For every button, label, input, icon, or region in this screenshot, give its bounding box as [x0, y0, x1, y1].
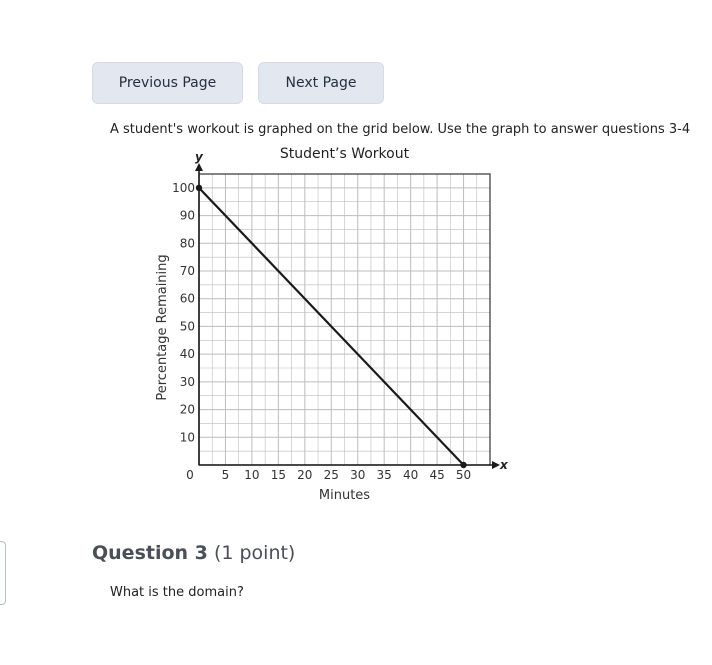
y-tick-label: 60 [179, 291, 195, 306]
x-tick-label: 20 [297, 468, 313, 482]
x-tick-label: 35 [376, 468, 392, 482]
workout-chart [150, 140, 510, 510]
x-tick-label: 5 [221, 468, 230, 482]
y-tick-label: 80 [179, 236, 195, 251]
question-points: (1 point) [213, 542, 296, 564]
x-tick-label: 30 [350, 468, 366, 482]
y-tick-label: 20 [179, 402, 195, 417]
y-axis-label: Percentage Remaining [155, 254, 170, 401]
previous-page-button[interactable]: Previous Page [92, 62, 243, 104]
x-axis-arrow [492, 461, 500, 469]
chart-title: Student’s Workout [279, 146, 410, 162]
y-tick-label: 90 [179, 208, 195, 223]
x-tick-label: 50 [455, 468, 472, 482]
x-tick-label: 25 [323, 468, 339, 482]
question-title: Question 3 [92, 542, 208, 564]
origin-label: 0 [186, 468, 194, 482]
x-tick-label: 10 [244, 468, 260, 482]
y-tick-label: 40 [179, 347, 195, 362]
data-point [196, 185, 202, 191]
y-tick-label: 70 [179, 264, 195, 278]
intro-text: A student's workout is graphed on the grid below. Use the graph to answer questions 3-4 [110, 122, 691, 137]
x-tick-label: 45 [429, 468, 445, 482]
question-heading [92, 542, 295, 564]
x-axis-label: Minutes [318, 488, 371, 503]
x-tick-label: 40 [402, 468, 419, 482]
left-edge-frame [0, 541, 6, 605]
x-tick-label: 15 [270, 468, 287, 482]
y-tick-label: 100 [172, 180, 195, 195]
x-axis-letter: x [500, 458, 508, 472]
y-tick-label: 30 [179, 374, 195, 389]
y-axis-arrow [195, 163, 203, 171]
y-tick-label: 10 [179, 430, 195, 445]
next-page-button[interactable]: Next Page [258, 62, 384, 104]
question-text: What is the domain? [110, 585, 244, 600]
y-tick-label: 50 [179, 319, 195, 334]
data-point [460, 462, 466, 468]
y-axis-letter: y [195, 150, 203, 164]
